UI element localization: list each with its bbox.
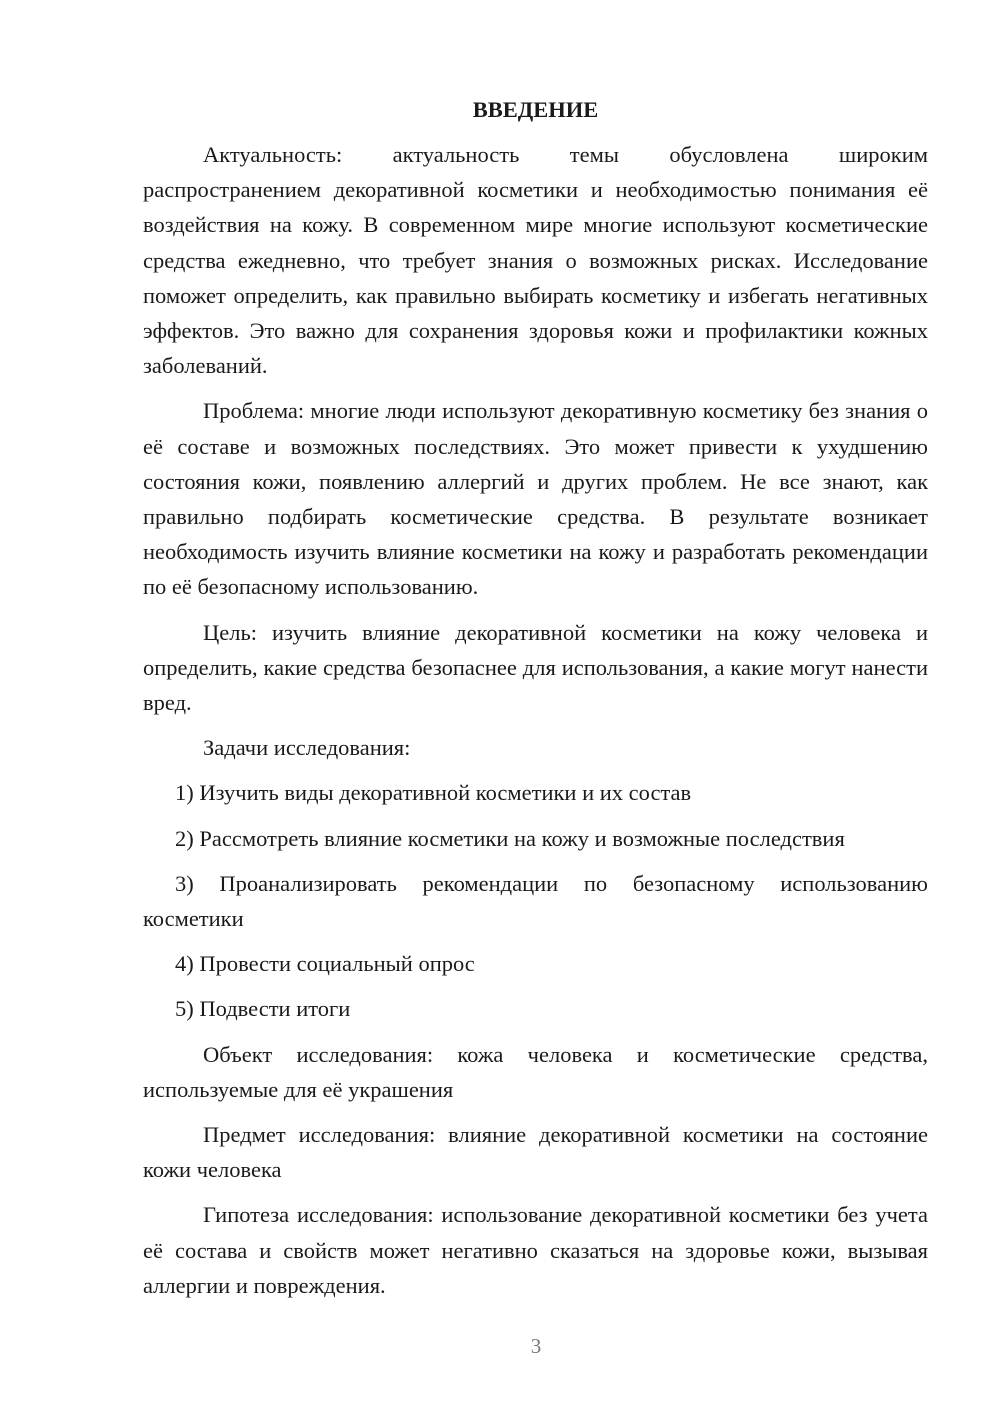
problem-paragraph: Проблема: многие люди используют декоративную косметику без знания о её составе и возможных последствиях. Это может привести к ухудшению состояния кожи, появлению аллергий и других проблем. Не все знают, как правильно подбирать косметические средства. В результате возникает необходимость изучить влияние косметики на кожу и разработать рекомендации по её безопасному использованию. [143, 398, 928, 600]
subject-paragraph: Предмет исследования: влияние декоративной косметики на состояние кожи человека [143, 1122, 928, 1183]
task-item-3: 3) Проанализировать рекомендации по безопасному использованию косметики [143, 870, 928, 932]
goal-paragraph: Цель: изучить влияние декоративной косметики на кожу человека и определить, какие средства безопаснее для использования, а какие могут нанести вред. [143, 619, 928, 716]
tasks-heading: Задачи исследования: [203, 735, 411, 761]
task-item-4: 4) Провести социальный опрос [175, 951, 475, 977]
document-body [143, 95, 928, 1313]
object-paragraph: Объект исследования: кожа человека и косметические средства, используемые для её украшения [143, 1041, 928, 1102]
page-number: 3 [530, 1334, 542, 1358]
relevance-paragraph: Актуальность: актуальность темы обусловлена широким распространением декоративной косметики и необходимостью понимания её воздействия на кожу. В современном мире многие используют косметические средства ежедневно, что требует знания о возможных рисках. Исследование поможет определить, как правильно выбирать косметику и избегать негативных эффектов. Это важно для сохранения здоровья кожи и профилактики кожных заболеваний. [143, 142, 928, 379]
section-title: ВВЕДЕНИЕ [472, 97, 599, 122]
task-item-2: 2) Рассмотреть влияние косметики на кожу и возможные последствия [175, 825, 845, 851]
hypothesis-paragraph: Гипотеза исследования: использование декоративной косметики без учета её состава и свойств может негативно сказаться на здоровье кожи, вызывая аллергии и повреждения. [143, 1202, 928, 1298]
task-item-1: 1) Изучить виды декоративной косметики и их состав [175, 780, 692, 806]
task-item-5: 5) Подвести итоги [175, 996, 351, 1022]
